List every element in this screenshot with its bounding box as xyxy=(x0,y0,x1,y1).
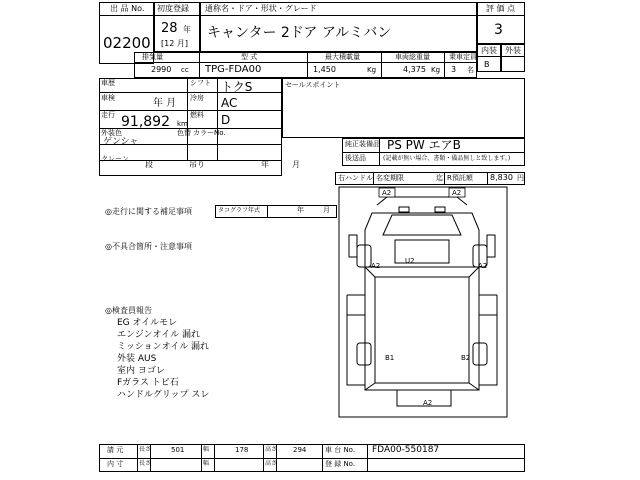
gross-weight: 4,375 xyxy=(403,65,426,74)
lot-number: 02200 xyxy=(103,34,151,52)
max-load-label: 最大積載量 xyxy=(325,53,360,61)
ac-label: 冷房 xyxy=(190,94,204,102)
footer-cell: 幅 xyxy=(203,446,210,453)
crane-month: 月 xyxy=(292,160,300,169)
inspector-line: 室内 ヨゴレ xyxy=(117,366,165,376)
model-label: 型 式 xyxy=(241,53,258,61)
ext-color-value: ゲンシャ xyxy=(103,137,139,147)
km-unit: km xyxy=(177,120,188,128)
diagram-mark: A2 xyxy=(478,262,488,270)
capacity: 3 xyxy=(451,65,457,74)
defect-label: ◎不具合箇所・注意事項 xyxy=(105,242,192,251)
driving-label: ◎走行に関する補足事項 xyxy=(105,207,192,216)
inspector-line: Fガラス トビ石 xyxy=(117,378,179,388)
first-reg-label: 初度登録 xyxy=(157,4,189,13)
fuel-label: 燃料 xyxy=(190,111,204,119)
owner-change-day: 迄 xyxy=(436,174,443,182)
diagram-mark: B1 xyxy=(385,354,395,362)
chassis-number: FDA00-550187 xyxy=(372,445,440,455)
displacement: 2990 xyxy=(151,65,172,74)
tacho-year: 年 xyxy=(297,206,304,214)
inspector-line: ミッションオイル 漏れ xyxy=(117,342,210,352)
crane-label: クレーン xyxy=(101,155,129,163)
footer-cell: 294 xyxy=(293,446,307,454)
first-reg-month: [12 月] xyxy=(161,39,188,48)
diagram-mark: B2 xyxy=(461,354,471,362)
yen-unit: 円 xyxy=(517,174,524,182)
cc-unit: cc xyxy=(181,66,189,74)
model-code: TPG-FDA00 xyxy=(205,64,262,75)
inspector-line: エンジンオイル 漏れ xyxy=(117,330,200,340)
footer-cell: 請 元 xyxy=(107,446,124,454)
history-label: 車歴 xyxy=(101,79,115,87)
gross-weight-label: 車両総重量 xyxy=(395,53,430,61)
crane-hook: 吊り xyxy=(189,160,205,169)
interior-label: 内装 xyxy=(481,46,497,55)
footer-cell: 長さ xyxy=(139,446,152,453)
trailer-note: (記載が無い場合、書類・備品無しと致します。) xyxy=(383,155,511,162)
recycle-label: R預託額 xyxy=(447,174,473,182)
footer-cell: 高さ xyxy=(265,460,278,467)
equipment-value: PS PW エアB xyxy=(387,138,461,152)
year-unit: 年 xyxy=(183,25,191,34)
footer-cell: 登 録 No. xyxy=(325,460,356,468)
inspector-line: 外装 AUS xyxy=(117,354,157,364)
recycle-amount: 8,830 xyxy=(490,173,513,182)
capacity-unit: 名 xyxy=(467,66,474,74)
ext-color-label: 外装色 xyxy=(101,129,122,137)
inspector-line: ハンドルグリップ スレ xyxy=(117,390,210,400)
capacity-label: 乗車定員 xyxy=(449,53,477,61)
first-reg-year: 28 xyxy=(161,21,178,36)
disp-label: 排気量 xyxy=(142,53,163,61)
owner-change-label: 名変期限 xyxy=(376,174,404,182)
truck-diagram xyxy=(337,185,525,420)
mileage-label: 走行 xyxy=(101,111,115,119)
inspector-label: ◎検査員報告 xyxy=(105,306,152,315)
car-name: キャンター 2ドア アルミバン xyxy=(207,25,392,41)
eval-label: 評 価 点 xyxy=(486,4,516,13)
inspection-value: 年 月 xyxy=(153,98,177,109)
tacho-month: 月 xyxy=(323,206,330,214)
footer-cell: 長さ xyxy=(139,460,152,467)
interior-grade: B xyxy=(484,60,490,69)
equipment-label: 純正装備品 xyxy=(345,140,380,148)
kg-unit-2: Kg xyxy=(431,66,441,74)
footer-cell: 内 寸 xyxy=(107,460,124,468)
exterior-label: 外装 xyxy=(505,46,521,55)
diagram-mark: A2 xyxy=(382,189,392,197)
lot-label: 出 品 No. xyxy=(110,4,145,13)
diagram-mark: A2 xyxy=(371,262,381,270)
footer-cell: 501 xyxy=(171,446,185,454)
fuel-value: D xyxy=(221,113,231,127)
shift-value: トクS xyxy=(221,80,253,94)
crane-year: 年 xyxy=(261,160,269,169)
sales-point-label: セールスポイント xyxy=(285,81,341,89)
steering: 右ハンドル xyxy=(338,174,373,182)
footer-cell: 178 xyxy=(235,446,249,454)
tacho-label: タコグラフ年式 xyxy=(218,207,261,214)
car-name-label: 通称名・ドア・形状・グレード xyxy=(205,4,317,13)
diagram-mark: A2 xyxy=(423,399,433,407)
max-load: 1,450 xyxy=(313,65,336,74)
color-change-label: 色替 xyxy=(177,129,191,137)
inspection-label: 車検 xyxy=(101,94,115,102)
shift-label: シフト xyxy=(190,79,211,87)
ac-value: AC xyxy=(221,96,238,110)
crane-stage: 段 xyxy=(145,160,153,169)
eval-score: 3 xyxy=(494,22,503,38)
inspector-line: EG オイルモレ xyxy=(117,318,178,328)
trailer-label: 後送品 xyxy=(345,154,366,162)
color-no-label: カラーNo. xyxy=(193,129,226,137)
footer-cell: 車 台 No. xyxy=(325,446,356,454)
footer-cell: 高さ xyxy=(265,446,278,453)
diagram-mark: A2 xyxy=(452,189,462,197)
auction-sheet xyxy=(97,0,527,480)
diagram-mark: U2 xyxy=(405,257,415,265)
mileage-value: 91,892 xyxy=(121,114,170,130)
footer-cell: 幅 xyxy=(203,460,210,467)
kg-unit-1: Kg xyxy=(367,66,377,74)
